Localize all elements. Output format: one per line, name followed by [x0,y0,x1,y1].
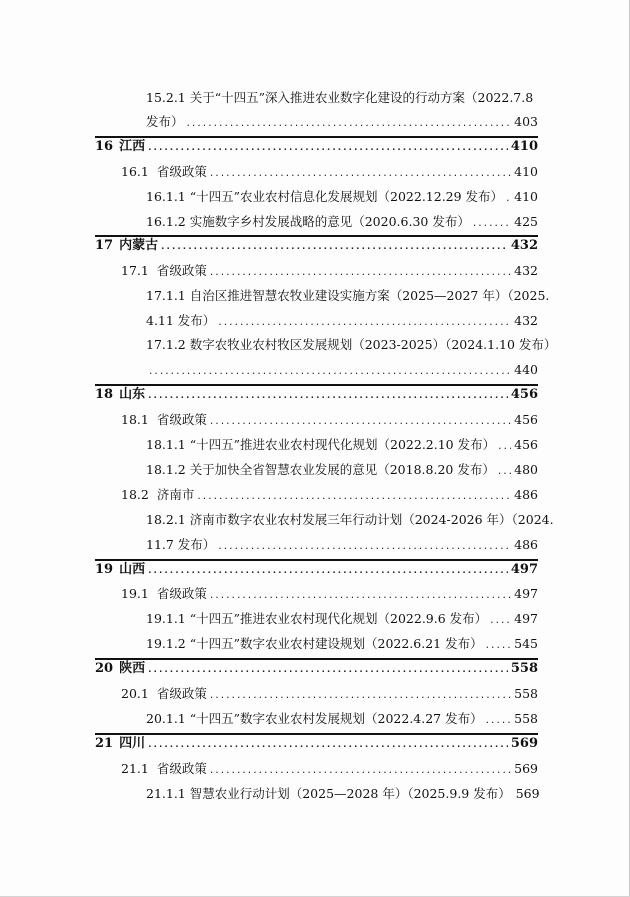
leader-dots [196,487,511,507]
page-number: 456 [510,387,538,402]
leader-dots [147,561,508,581]
leader-dots [209,686,511,706]
page-number: 432 [514,263,538,278]
toc-entry-title: 17.1.2 数字农牧业农村牧区发展规划（2023-2025）（2024.1.10 发布） [146,337,557,352]
leader-dots [209,761,511,781]
page-number: 410 [514,189,538,204]
section-title: 省级政策 [156,761,207,776]
province-title: 山东 [119,387,146,402]
toc-entry-title: 18.1.1 “十四五”推进农业农村现代化规划（2022.2.10 发布） [146,437,496,452]
page-number: 440 [514,362,538,377]
section-number: 18.1 [121,412,149,427]
toc-entry-title: 16.1.2 实施数字乡村发展战略的意见（2020.6.30 发布） [146,214,470,229]
page-number: 410 [514,164,538,179]
province-title: 陕西 [119,661,146,676]
page-number: 403 [514,114,538,129]
leader-dots [497,437,511,457]
page-number: 569 [510,736,538,751]
toc-entry-title: 15.2.1 关于“十四五”深入推进农业数字化建设的行动方案（2022.7.8 [146,90,534,105]
province-number: 17 [95,238,114,253]
province-title: 山西 [119,562,146,577]
section-number: 17.1 [121,263,149,278]
page-number: 410 [510,139,538,154]
toc-entry-title-cont: 4.11 发布） [146,313,216,328]
page-number: 545 [514,636,538,651]
section-title: 省级政策 [156,412,207,427]
page-number: 456 [514,412,538,427]
section-title: 省级政策 [156,263,207,278]
leader-dots [209,164,511,184]
section-title: 省级政策 [156,164,207,179]
section-number: 20.1 [121,686,149,701]
leader-dots [489,611,511,631]
page-number: 480 [514,462,538,477]
toc-entry-title: 19.1.1 “十四五”推进农业农村现代化规划（2022.9.6 发布） [146,611,488,626]
leader-dots [209,412,511,432]
section-number: 16.1 [121,164,149,179]
section-title: 省级政策 [156,686,207,701]
toc-entry-title: 20.1.1 “十四五”数字农业农村发展规划（2022.4.27 发布） [146,711,483,726]
leader-dots [147,735,508,755]
leader-dots [186,114,512,134]
province-number: 18 [95,387,114,402]
leader-dots [472,214,511,234]
leader-dots [160,237,508,257]
toc-entry-title: 21.1.1 智慧农业行动计划（2025—2028 年）（2025.9.9 发布） [146,786,511,801]
toc-entry-title-cont: 发布） [146,114,184,129]
leader-dots [147,660,508,680]
toc-entry-title: 17.1.1 自治区推进智慧农牧业建设实施方案（2025—2027 年）（2025. [146,288,550,303]
province-title: 四川 [119,736,146,751]
section-number: 18.2 [121,487,149,502]
leader-dots [209,586,511,606]
toc-entry-title: 18.2.1 济南市数字农业农村发展三年行动计划（2024-2026 年）（2024. [146,512,554,527]
page-number: 558 [514,686,538,701]
leader-dots [147,386,508,406]
section-title: 省级政策 [156,586,207,601]
leader-dots [485,711,512,731]
leader-dots [147,138,508,158]
toc-entry-title: 19.1.2 “十四五”数字农业农村建设规划（2022.6.21 发布） [146,636,483,651]
page-number: 497 [510,562,538,577]
leader-dots [217,537,511,557]
page-number: 569 [514,761,538,776]
page-number: 558 [514,711,538,726]
page-number: 432 [514,313,538,328]
leader-dots [485,636,512,656]
province-number: 19 [95,562,114,577]
province-number: 21 [95,736,114,751]
leader-dots [209,263,511,283]
leader-dots [497,462,511,482]
province-number: 16 [95,139,114,154]
toc-entry-title: 16.1.1 “十四五”农业农村信息化发展规划（2022.12.29 发布） [146,189,504,204]
province-title: 内蒙古 [119,238,159,253]
page-number: 497 [514,586,538,601]
section-number: 19.1 [121,586,149,601]
leader-dots [217,313,511,333]
leader-dots [148,362,511,382]
page-number: 569 [515,786,540,801]
province-title: 江西 [119,139,146,154]
province-number: 20 [95,661,114,676]
page-number: 497 [514,611,538,626]
section-number: 21.1 [121,761,149,776]
leader-dots [505,189,511,209]
toc-entry-title: 18.1.2 关于加快全省智慧农业发展的意见（2018.8.20 发布） [146,462,495,477]
page-number: 486 [514,487,538,502]
page-number: 558 [510,661,538,676]
section-title: 济南市 [156,487,195,502]
toc-entry-title-cont: 11.7 发布） [146,537,216,552]
page-number: 486 [514,537,538,552]
page-number: 425 [514,214,538,229]
page-number: 456 [514,437,538,452]
page-number: 432 [510,238,538,253]
